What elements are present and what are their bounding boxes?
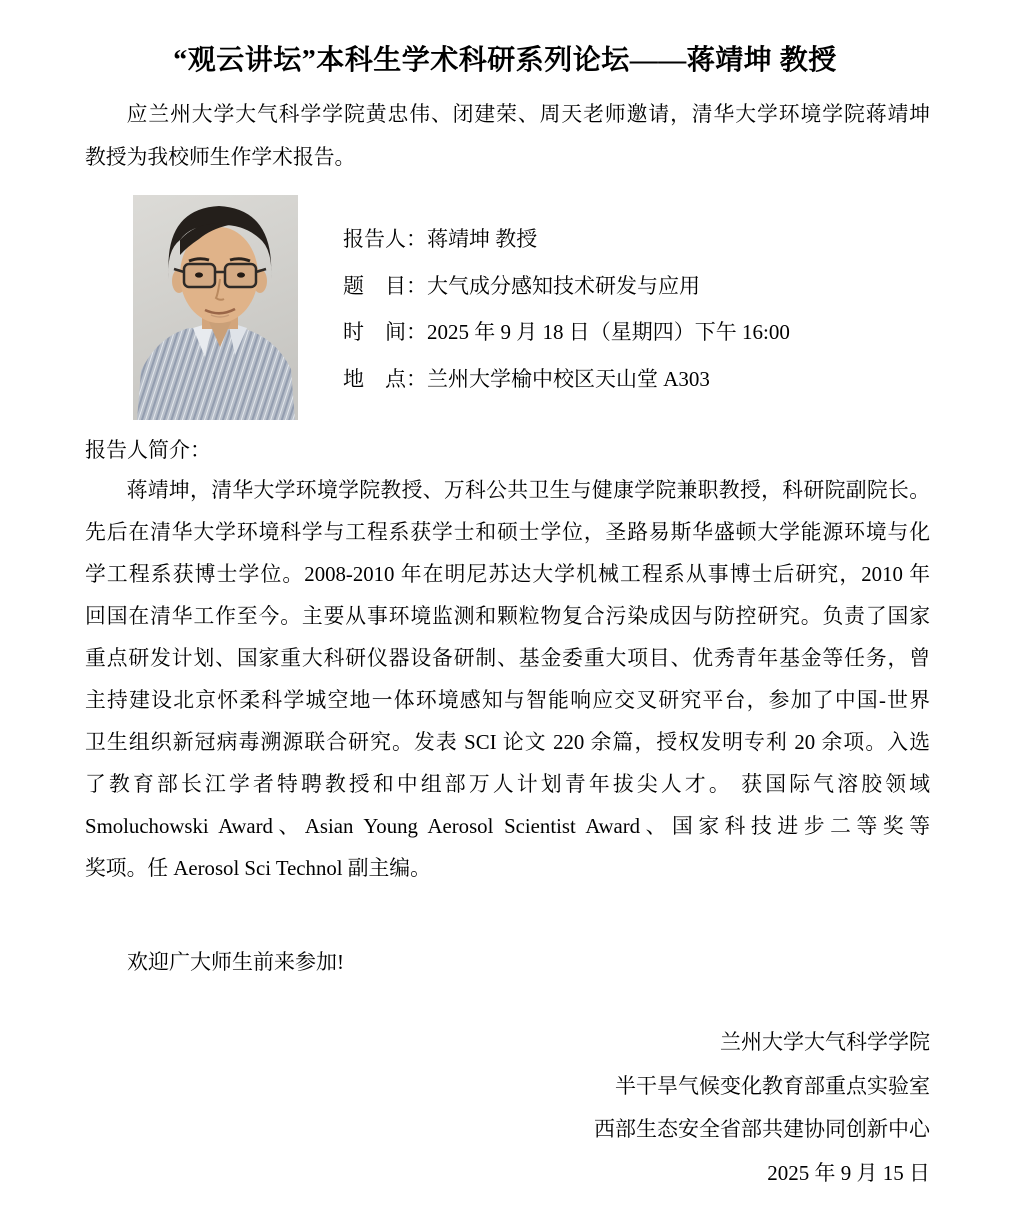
intro-line: 教授为我校师生作学术报告。 xyxy=(85,146,356,169)
signature-block xyxy=(85,1021,930,1195)
bio-line: 主持建设北京怀柔科学城空地一体环境感知与智能响应交叉研究平台，参加了中国-世界 xyxy=(85,689,930,712)
detail-value-speaker: 蒋靖坤 教授 xyxy=(427,227,538,251)
bio-line: 蒋靖坤，清华大学环境学院教授、万科公共卫生与健康学院兼职教授，科研院副院长。 xyxy=(126,479,930,502)
detail-value-time: 2025 年 9 月 18 日（星期四）下午 16:00 xyxy=(427,320,790,344)
signature-line-center: 西部生态安全省部共建协同创新中心 xyxy=(594,1117,930,1141)
detail-row-topic xyxy=(343,263,933,310)
speaker-portrait-graphic xyxy=(133,195,298,420)
bio-line: 回国在清华工作至今。主要从事环境监测和颗粒物复合污染成因与防控研究。负责了国家 xyxy=(85,605,930,628)
detail-row-time xyxy=(343,309,933,356)
detail-label-venue: 地 点： xyxy=(343,366,427,391)
detail-row-venue xyxy=(343,356,933,403)
intro-paragraph xyxy=(85,93,930,178)
speaker-portrait-image xyxy=(133,195,298,420)
intro-line: 应兰州大学大气科学学院黄忠伟、闭建荣、周天老师邀请，清华大学环境学院蒋靖坤 xyxy=(126,103,930,126)
signature-line-date: 2025 年 9 月 15 日 xyxy=(767,1160,930,1185)
detail-label-speaker: 报告人： xyxy=(343,227,427,251)
bio-line: 先后在清华大学环境科学与工程系获学士和硕士学位，圣路易斯华盛顿大学能源环境与化 xyxy=(85,521,930,544)
bio-line: 卫生组织新冠病毒溯源联合研究。发表 SCI 论文 220 余篇，授权发明专利 20 余项。入选 xyxy=(85,731,930,754)
bio-line: 重点研发计划、国家重大科研仪器设备研制、基金委重大项目、优秀青年基金等任务，曾 xyxy=(85,647,930,670)
signature-line-organizer: 兰州大学大气科学学院 xyxy=(720,1030,930,1054)
bio-heading: 报告人简介： xyxy=(85,438,211,462)
detail-label-time: 时 间： xyxy=(343,320,427,344)
detail-label-topic: 题 目： xyxy=(343,273,427,298)
bio-paragraph xyxy=(85,470,930,890)
bio-line: 奖项。任 Aerosol Sci Technol 副主编。 xyxy=(85,857,431,880)
signature-line-laboratory: 半干旱气候变化教育部重点实验室 xyxy=(615,1073,930,1098)
lecture-details-block xyxy=(343,216,933,402)
detail-value-venue: 兰州大学榆中校区天山堂 A303 xyxy=(427,366,710,391)
detail-row-speaker xyxy=(343,216,933,263)
welcome-line: 欢迎广大师生前来参加! xyxy=(127,950,344,974)
bio-line: 了教育部长江学者特聘教授和中组部万人计划青年拔尖人才。 获国际气溶胶领域 xyxy=(85,773,930,796)
detail-value-topic: 大气成分感知技术研发与应用 xyxy=(427,273,700,298)
page-title: “观云讲坛”本科生学术科研系列论坛——蒋靖坤 教授 xyxy=(173,45,837,76)
bio-line: Smoluchowski Award、Asian Young Aerosol Scientist Award、国家科技进步二等奖等 xyxy=(85,815,930,838)
bio-line: 学工程系获博士学位。2008-2010 年在明尼苏达大学机械工程系从事博士后研究，2010 年 xyxy=(85,563,930,586)
